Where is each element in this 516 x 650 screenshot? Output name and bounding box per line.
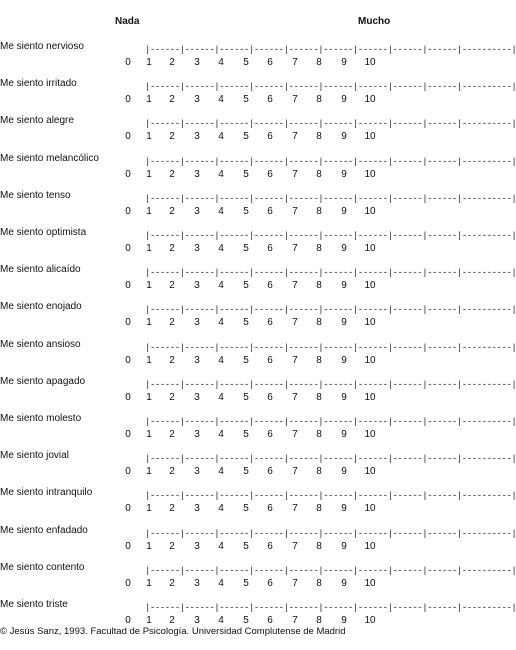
scale-number[interactable]: 3 [194, 391, 200, 403]
scale-number[interactable]: 5 [243, 243, 249, 254]
scale-number[interactable]: 10 [364, 131, 376, 143]
rating-scale-line[interactable]: |------|------|------|------|------|------|------|------|------|----------| [145, 379, 516, 390]
scale-number[interactable]: 4 [218, 205, 224, 217]
scale-number[interactable]: 4 [218, 131, 224, 143]
scale-number[interactable]: 5 [243, 205, 249, 217]
mood-item-label: Me siento triste [0, 599, 68, 610]
scale-number[interactable]: 4 [218, 94, 224, 106]
scale-number[interactable]: 9 [341, 466, 347, 478]
scale-number[interactable]: 2 [169, 168, 175, 180]
scale-number[interactable]: 5 [243, 503, 249, 515]
mood-item-row [0, 78, 516, 108]
scale-number[interactable]: 2 [169, 354, 175, 366]
scale-number[interactable]: 1 [146, 577, 152, 589]
scale-number[interactable]: 2 [169, 503, 175, 515]
scale-number[interactable]: 10 [364, 94, 376, 106]
scale-number[interactable]: 6 [267, 466, 273, 478]
scale-number[interactable]: 0 [125, 615, 131, 626]
scale-number[interactable]: 7 [292, 280, 298, 292]
mood-item-row [0, 264, 516, 294]
scale-number[interactable]: 3 [194, 205, 200, 217]
scale-number[interactable]: 9 [341, 615, 347, 626]
scale-number[interactable]: 5 [243, 540, 249, 552]
scale-number[interactable]: 2 [169, 540, 175, 552]
mood-item-row [0, 189, 516, 220]
scale-number[interactable]: 1 [146, 280, 152, 292]
scale-number[interactable]: 3 [194, 57, 200, 68]
scale-number[interactable]: 6 [267, 577, 273, 589]
scale-number[interactable]: 9 [341, 503, 347, 515]
scale-number[interactable]: 10 [364, 280, 376, 292]
scale-number[interactable]: 6 [267, 503, 273, 515]
mood-item-row [0, 338, 516, 369]
scale-number[interactable]: 8 [316, 391, 322, 403]
scale-number[interactable]: 8 [316, 205, 322, 217]
scale-number[interactable]: 5 [243, 57, 249, 68]
scale-number[interactable]: 10 [364, 466, 376, 478]
scale-number[interactable]: 1 [146, 94, 152, 106]
scale-number[interactable]: 2 [169, 615, 175, 626]
scale-number[interactable]: 0 [125, 577, 131, 589]
scale-number[interactable]: 7 [292, 205, 298, 217]
scale-number[interactable]: 3 [194, 354, 200, 366]
scale-number[interactable]: 4 [218, 57, 224, 68]
scale-number[interactable]: 6 [267, 94, 273, 106]
scale-number[interactable]: 5 [243, 615, 249, 626]
scale-number[interactable]: 9 [341, 94, 347, 106]
scale-number[interactable]: 6 [267, 317, 273, 329]
mood-item-label: Me siento nervioso [0, 41, 84, 52]
mood-item-label: Me siento molesto [0, 413, 82, 424]
mood-item-label: Me siento jovial [0, 450, 69, 462]
scale-number[interactable]: 3 [194, 466, 200, 478]
scale-number[interactable]: 6 [267, 540, 273, 552]
scale-number[interactable]: 5 [243, 391, 249, 403]
scale-number[interactable]: 4 [218, 280, 224, 292]
scale-number[interactable]: 8 [316, 243, 322, 254]
scale-number[interactable]: 2 [169, 429, 175, 440]
scale-number[interactable]: 8 [316, 94, 322, 106]
scale-number[interactable]: 0 [125, 354, 131, 366]
mood-item-row [0, 152, 516, 183]
scale-number[interactable]: 0 [125, 280, 131, 292]
scale-number[interactable]: 8 [316, 540, 322, 552]
copyright-footer: © Jesús Sanz, 1993. Facultad de Psicología. Universidad Complutense de Madrid [0, 626, 346, 637]
scale-number[interactable]: 4 [218, 577, 224, 589]
mood-item-label: Me siento optimista [0, 227, 87, 238]
scale-number[interactable]: 0 [125, 168, 131, 180]
scale-number[interactable]: 4 [218, 391, 224, 403]
scale-number[interactable]: 4 [218, 540, 224, 552]
scale-number[interactable]: 6 [267, 354, 273, 366]
scale-number[interactable]: 0 [125, 205, 131, 217]
scale-number[interactable]: 1 [146, 540, 152, 552]
scale-number[interactable]: 7 [292, 429, 298, 440]
scale-number[interactable]: 10 [364, 577, 376, 589]
scale-number[interactable]: 7 [292, 94, 298, 106]
mood-item-label: Me siento contento [0, 561, 85, 573]
scale-number[interactable]: 8 [316, 577, 322, 589]
scale-number[interactable]: 7 [292, 503, 298, 515]
scale-number[interactable]: 1 [146, 503, 152, 515]
mood-item-label: Me siento alegre [0, 115, 74, 127]
scale-number[interactable]: 1 [146, 466, 152, 478]
scale-number[interactable]: 7 [292, 131, 298, 143]
scale-number[interactable]: 4 [218, 168, 224, 180]
scale-number[interactable]: 8 [316, 168, 322, 180]
scale-number[interactable]: 7 [292, 391, 298, 403]
scale-number[interactable]: 8 [316, 131, 322, 143]
scale-number[interactable]: 6 [267, 429, 273, 440]
scale-number[interactable]: 2 [169, 57, 175, 68]
mood-item-label: Me siento alicaído [0, 264, 81, 276]
scale-number[interactable]: 1 [146, 615, 152, 626]
scale-number[interactable]: 8 [316, 280, 322, 292]
scale-number[interactable]: 5 [243, 131, 249, 143]
scale-number[interactable]: 7 [292, 243, 298, 254]
mood-item-row [0, 524, 516, 555]
scale-number[interactable]: 10 [364, 354, 376, 366]
mood-item-row [0, 487, 516, 517]
scale-number[interactable]: 7 [292, 577, 298, 589]
scale-number[interactable]: 4 [218, 317, 224, 329]
scale-number[interactable]: 2 [169, 205, 175, 217]
scale-number[interactable]: 4 [218, 354, 224, 366]
scale-number[interactable]: 1 [146, 243, 152, 254]
rating-scale-line[interactable]: |------|------|------|------|------|------|------|------|------|----------| [145, 305, 516, 316]
scale-number[interactable]: 6 [267, 205, 273, 217]
scale-number[interactable]: 9 [341, 131, 347, 143]
scale-number[interactable]: 8 [316, 615, 322, 626]
scale-number[interactable]: 6 [267, 243, 273, 254]
scale-number[interactable]: 9 [341, 317, 347, 329]
scale-number[interactable]: 0 [125, 429, 131, 440]
mood-item-row [0, 375, 516, 406]
scale-number[interactable]: 1 [146, 57, 152, 68]
rating-scale-line[interactable]: |------|------|------|------|------|------|------|------|------|----------| [145, 565, 516, 576]
scale-number[interactable]: 2 [169, 317, 175, 329]
scale-number[interactable]: 0 [125, 540, 131, 552]
scale-number[interactable]: 10 [364, 243, 376, 254]
scale-number[interactable]: 10 [364, 205, 376, 217]
mood-item-label: Me siento tenso [0, 189, 71, 201]
scale-number[interactable]: 1 [146, 205, 152, 217]
scale-number[interactable]: 2 [169, 280, 175, 292]
scale-number[interactable]: 10 [364, 391, 376, 403]
scale-number[interactable]: 2 [169, 466, 175, 478]
scale-number[interactable]: 3 [194, 540, 200, 552]
mood-item-row [0, 561, 516, 592]
scale-number[interactable]: 8 [316, 57, 322, 68]
scale-number[interactable]: 8 [316, 354, 322, 366]
scale-number[interactable]: 9 [341, 391, 347, 403]
scale-number[interactable]: 10 [364, 540, 376, 552]
scale-number[interactable]: 2 [169, 577, 175, 589]
scale-number[interactable]: 3 [194, 168, 200, 180]
scale-number[interactable]: 9 [341, 205, 347, 217]
scale-number[interactable]: 7 [292, 540, 298, 552]
scale-number[interactable]: 2 [169, 94, 175, 106]
scale-number[interactable]: 7 [292, 168, 298, 180]
scale-number[interactable]: 6 [267, 615, 273, 626]
mood-item-row [0, 450, 516, 480]
mood-item-row [0, 301, 516, 331]
scale-number[interactable]: 5 [243, 429, 249, 440]
scale-number[interactable]: 5 [243, 354, 249, 366]
rating-scale-line[interactable]: |------|------|------|------|------|------|------|------|------|----------| [145, 528, 516, 539]
rating-scale-line[interactable]: |------|------|------|------|------|------|------|------|------|----------| [145, 342, 516, 353]
rating-scale-line[interactable]: |------|------|------|------|------|------|------|------|------|----------| [145, 268, 516, 279]
scale-number[interactable]: 1 [146, 131, 152, 143]
scale-number[interactable]: 2 [169, 243, 175, 254]
rating-scale-line[interactable]: |------|------|------|------|------|------|------|------|------|----------| [145, 231, 516, 241]
mood-item-row [0, 227, 516, 257]
scale-number[interactable]: 2 [169, 391, 175, 403]
scale-number[interactable]: 3 [194, 243, 200, 254]
scale-number[interactable]: 9 [341, 354, 347, 366]
scale-number[interactable]: 5 [243, 317, 249, 329]
scale-number[interactable]: 6 [267, 131, 273, 143]
scale-number[interactable]: 7 [292, 57, 298, 68]
scale-number[interactable]: 3 [194, 94, 200, 106]
mood-item-row [0, 41, 516, 71]
scale-number[interactable]: 1 [146, 354, 152, 366]
scale-low-label: Nada [115, 16, 140, 27]
scale-number[interactable]: 10 [364, 57, 376, 68]
rating-scale-line[interactable]: |------|------|------|------|------|------|------|------|------|----------| [145, 491, 516, 502]
mood-item-label: Me siento apagado [0, 375, 86, 387]
scale-number[interactable]: 4 [218, 429, 224, 440]
scale-number[interactable]: 5 [243, 280, 249, 292]
scale-number[interactable]: 3 [194, 131, 200, 143]
scale-number[interactable]: 3 [194, 429, 200, 440]
scale-number[interactable]: 9 [341, 429, 347, 440]
scale-number[interactable]: 1 [146, 391, 152, 403]
scale-number[interactable]: 10 [364, 503, 376, 515]
scale-number[interactable]: 9 [341, 168, 347, 180]
scale-number[interactable]: 3 [194, 317, 200, 329]
scale-number[interactable]: 5 [243, 466, 249, 478]
mood-item-label: Me siento irritado [0, 78, 77, 90]
scale-number[interactable]: 6 [267, 391, 273, 403]
scale-number[interactable]: 9 [341, 57, 347, 68]
scale-number[interactable]: 5 [243, 94, 249, 106]
scale-number[interactable]: 1 [146, 429, 152, 440]
rating-scale-line[interactable]: |------|------|------|------|------|------|------|------|------|----------| [145, 45, 516, 55]
scale-number[interactable]: 8 [316, 466, 322, 478]
mood-item-row [0, 413, 516, 443]
scale-number[interactable]: 9 [341, 577, 347, 589]
scale-number[interactable]: 1 [146, 168, 152, 180]
scale-number[interactable]: 6 [267, 168, 273, 180]
scale-number[interactable]: 8 [316, 429, 322, 440]
scale-number[interactable]: 3 [194, 503, 200, 515]
scale-number[interactable]: 5 [243, 577, 249, 589]
scale-number[interactable]: 0 [125, 317, 131, 329]
scale-number[interactable]: 9 [341, 280, 347, 292]
scale-number[interactable]: 9 [341, 243, 347, 254]
scale-number[interactable]: 8 [316, 503, 322, 515]
mood-item-row [0, 599, 516, 629]
mood-item-row [0, 115, 516, 145]
rating-scale-line[interactable]: |------|------|------|------|------|------|------|------|------|----------| [145, 417, 516, 427]
scale-number[interactable]: 10 [364, 615, 376, 626]
scale-number[interactable]: 0 [125, 391, 131, 403]
mood-item-label: Me siento enfadado [0, 524, 88, 536]
scale-number[interactable]: 0 [125, 466, 131, 478]
scale-number[interactable]: 3 [194, 615, 200, 626]
rating-scale-line[interactable]: |------|------|------|------|------|------|------|------|------|----------| [145, 156, 516, 167]
mood-item-label: Me siento melancólico [0, 152, 99, 164]
scale-number[interactable]: 9 [341, 540, 347, 552]
rating-scale-line[interactable]: |------|------|------|------|------|------|------|------|------|----------| [145, 603, 516, 613]
scale-number[interactable]: 7 [292, 354, 298, 366]
scale-number[interactable]: 0 [125, 57, 131, 68]
mood-item-label: Me siento intranquilo [0, 487, 93, 499]
scale-number[interactable]: 6 [267, 280, 273, 292]
mood-item-label: Me siento enojado [0, 301, 82, 313]
scale-number[interactable]: 10 [364, 429, 376, 440]
scale-number[interactable]: 5 [243, 168, 249, 180]
scale-number[interactable]: 7 [292, 615, 298, 626]
rating-scale-line[interactable]: |------|------|------|------|------|------|------|------|------|----------| [145, 82, 516, 93]
scale-number[interactable]: 8 [316, 317, 322, 329]
rating-scale-line[interactable]: |------|------|------|------|------|------|------|------|------|----------| [145, 454, 516, 465]
scale-number[interactable]: 7 [292, 466, 298, 478]
scale-number[interactable]: 0 [125, 94, 131, 106]
rating-scale-line[interactable]: |------|------|------|------|------|------|------|------|------|----------| [145, 119, 516, 130]
scale-number[interactable]: 6 [267, 57, 273, 68]
scale-number[interactable]: 4 [218, 243, 224, 254]
mood-item-label: Me siento ansioso [0, 338, 81, 350]
scale-number[interactable]: 1 [146, 317, 152, 329]
scale-number[interactable]: 10 [364, 317, 376, 329]
scale-high-label: Mucho [358, 16, 391, 27]
scale-number[interactable]: 4 [218, 503, 224, 515]
scale-number[interactable]: 10 [364, 168, 376, 180]
scale-number[interactable]: 3 [194, 577, 200, 589]
scale-number[interactable]: 4 [218, 466, 224, 478]
scale-number[interactable]: 7 [292, 317, 298, 329]
scale-number[interactable]: 2 [169, 131, 175, 143]
rating-scale-line[interactable]: |------|------|------|------|------|------|------|------|------|----------| [145, 193, 516, 204]
scale-number[interactable]: 0 [125, 131, 131, 143]
scale-number[interactable]: 0 [125, 503, 131, 515]
scale-number[interactable]: 4 [218, 615, 224, 626]
scale-number[interactable]: 0 [125, 243, 131, 254]
scale-number[interactable]: 3 [194, 280, 200, 292]
